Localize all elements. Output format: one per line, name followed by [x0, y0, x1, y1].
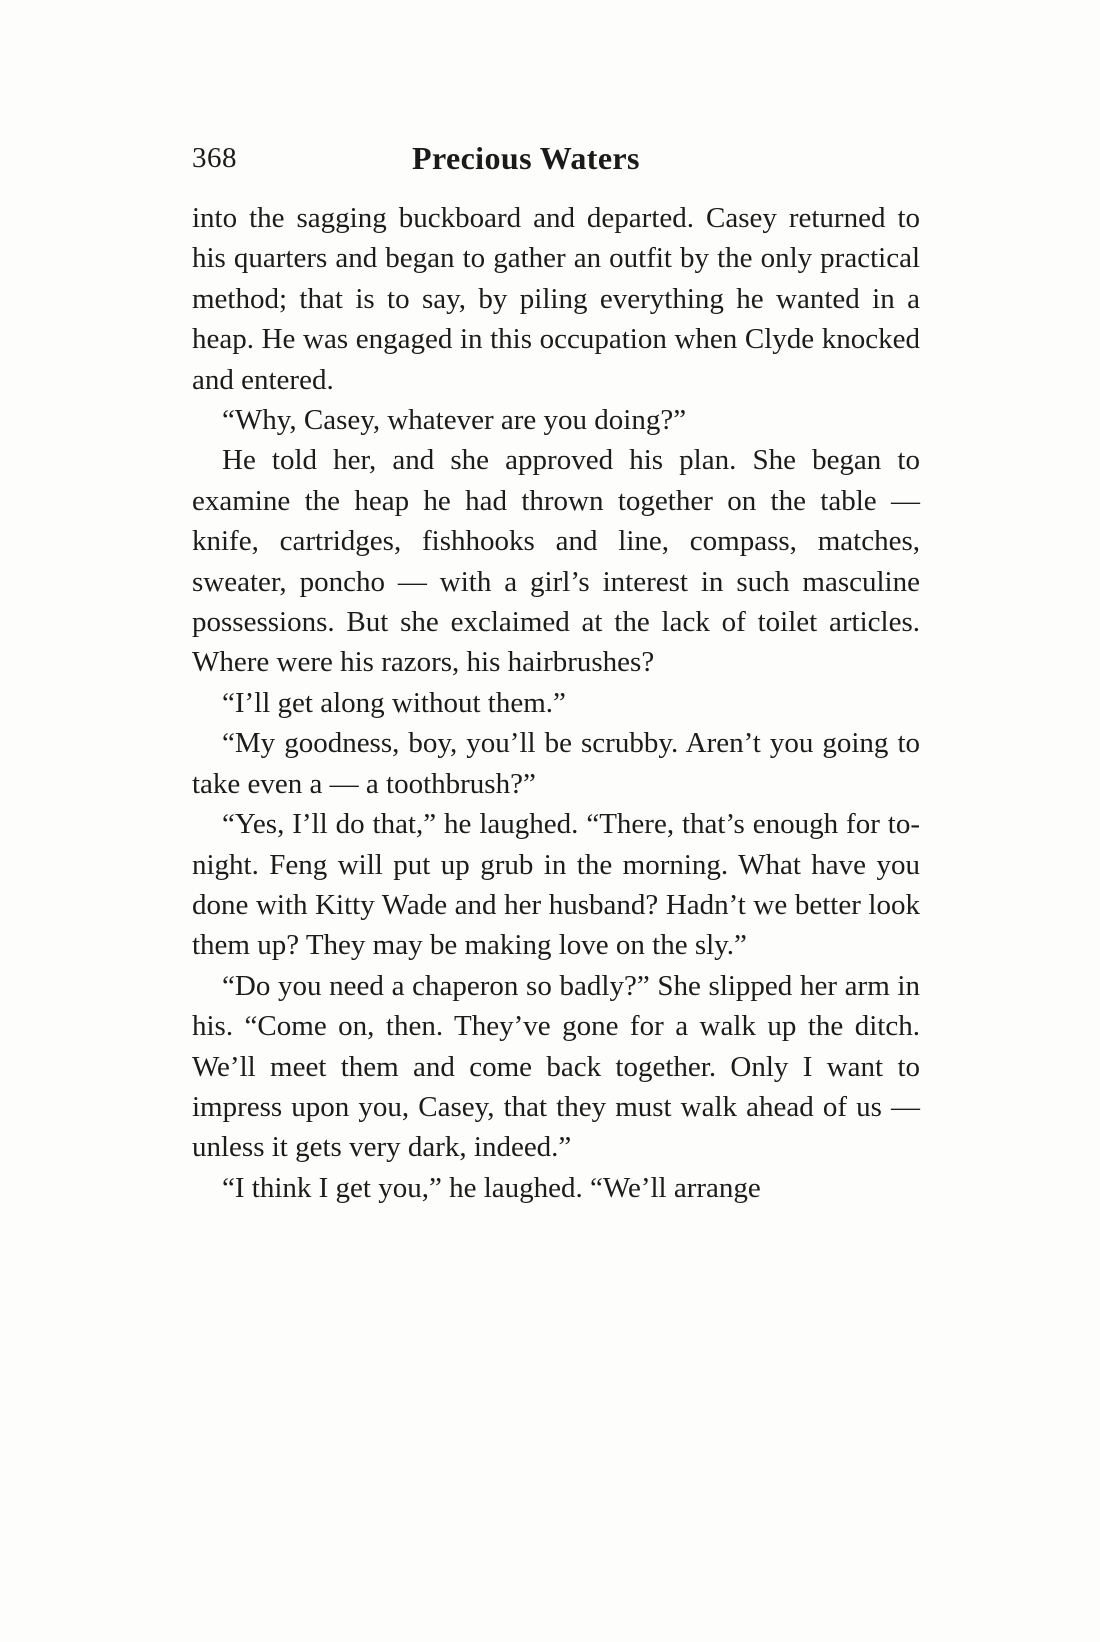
paragraph: “Yes, I’ll do that,” he laughed. “There, that’s enough for to-night. Feng will put up grub in the morning. What have you done with Kitty Wade and her husband? Hadn’t we better look them up? They may be making love on the sly.”: [192, 808, 920, 962]
page-number: 368: [192, 142, 237, 174]
paragraph: “My goodness, boy, you’ll be scrubby. Aren’t you going to take even a — a toothbrush?”: [192, 727, 920, 800]
body-text: [192, 198, 920, 1208]
paragraph: “Do you need a chaperon so badly?” She slipped her arm in his. “Come on, then. They’ve gone for a walk up the ditch. We’ll meet them and come back together. Only I want to impress upon you, Casey, that they must walk ahead of us — unless it gets very dark, indeed.”: [192, 969, 920, 1164]
book-title: Precious Waters: [412, 140, 640, 176]
paragraph: “I think I get you,” he laughed. “We’ll arrange: [222, 1171, 761, 1204]
running-head: [192, 142, 920, 182]
paragraph: “Why, Casey, whatever are you doing?”: [222, 404, 687, 437]
paragraph: into the sagging buckboard and departed. Casey returned to his quarters and began to gather an outfit by the only practical method; that is to say, by piling everything he wanted in a heap. He was engaged in this occupation when Clyde knocked and entered.: [192, 202, 920, 396]
paragraph: He told her, and she approved his plan. She began to examine the heap he had thrown together on the table — knife, cartridges, fishhooks and line, compass, matches, sweater, poncho — with a girl’s interest in such masculine possessions. But she exclaimed at the lack of toilet articles. Where were his razors, his hairbrushes?: [192, 444, 920, 679]
paragraph: “I’ll get along without them.”: [222, 686, 566, 719]
